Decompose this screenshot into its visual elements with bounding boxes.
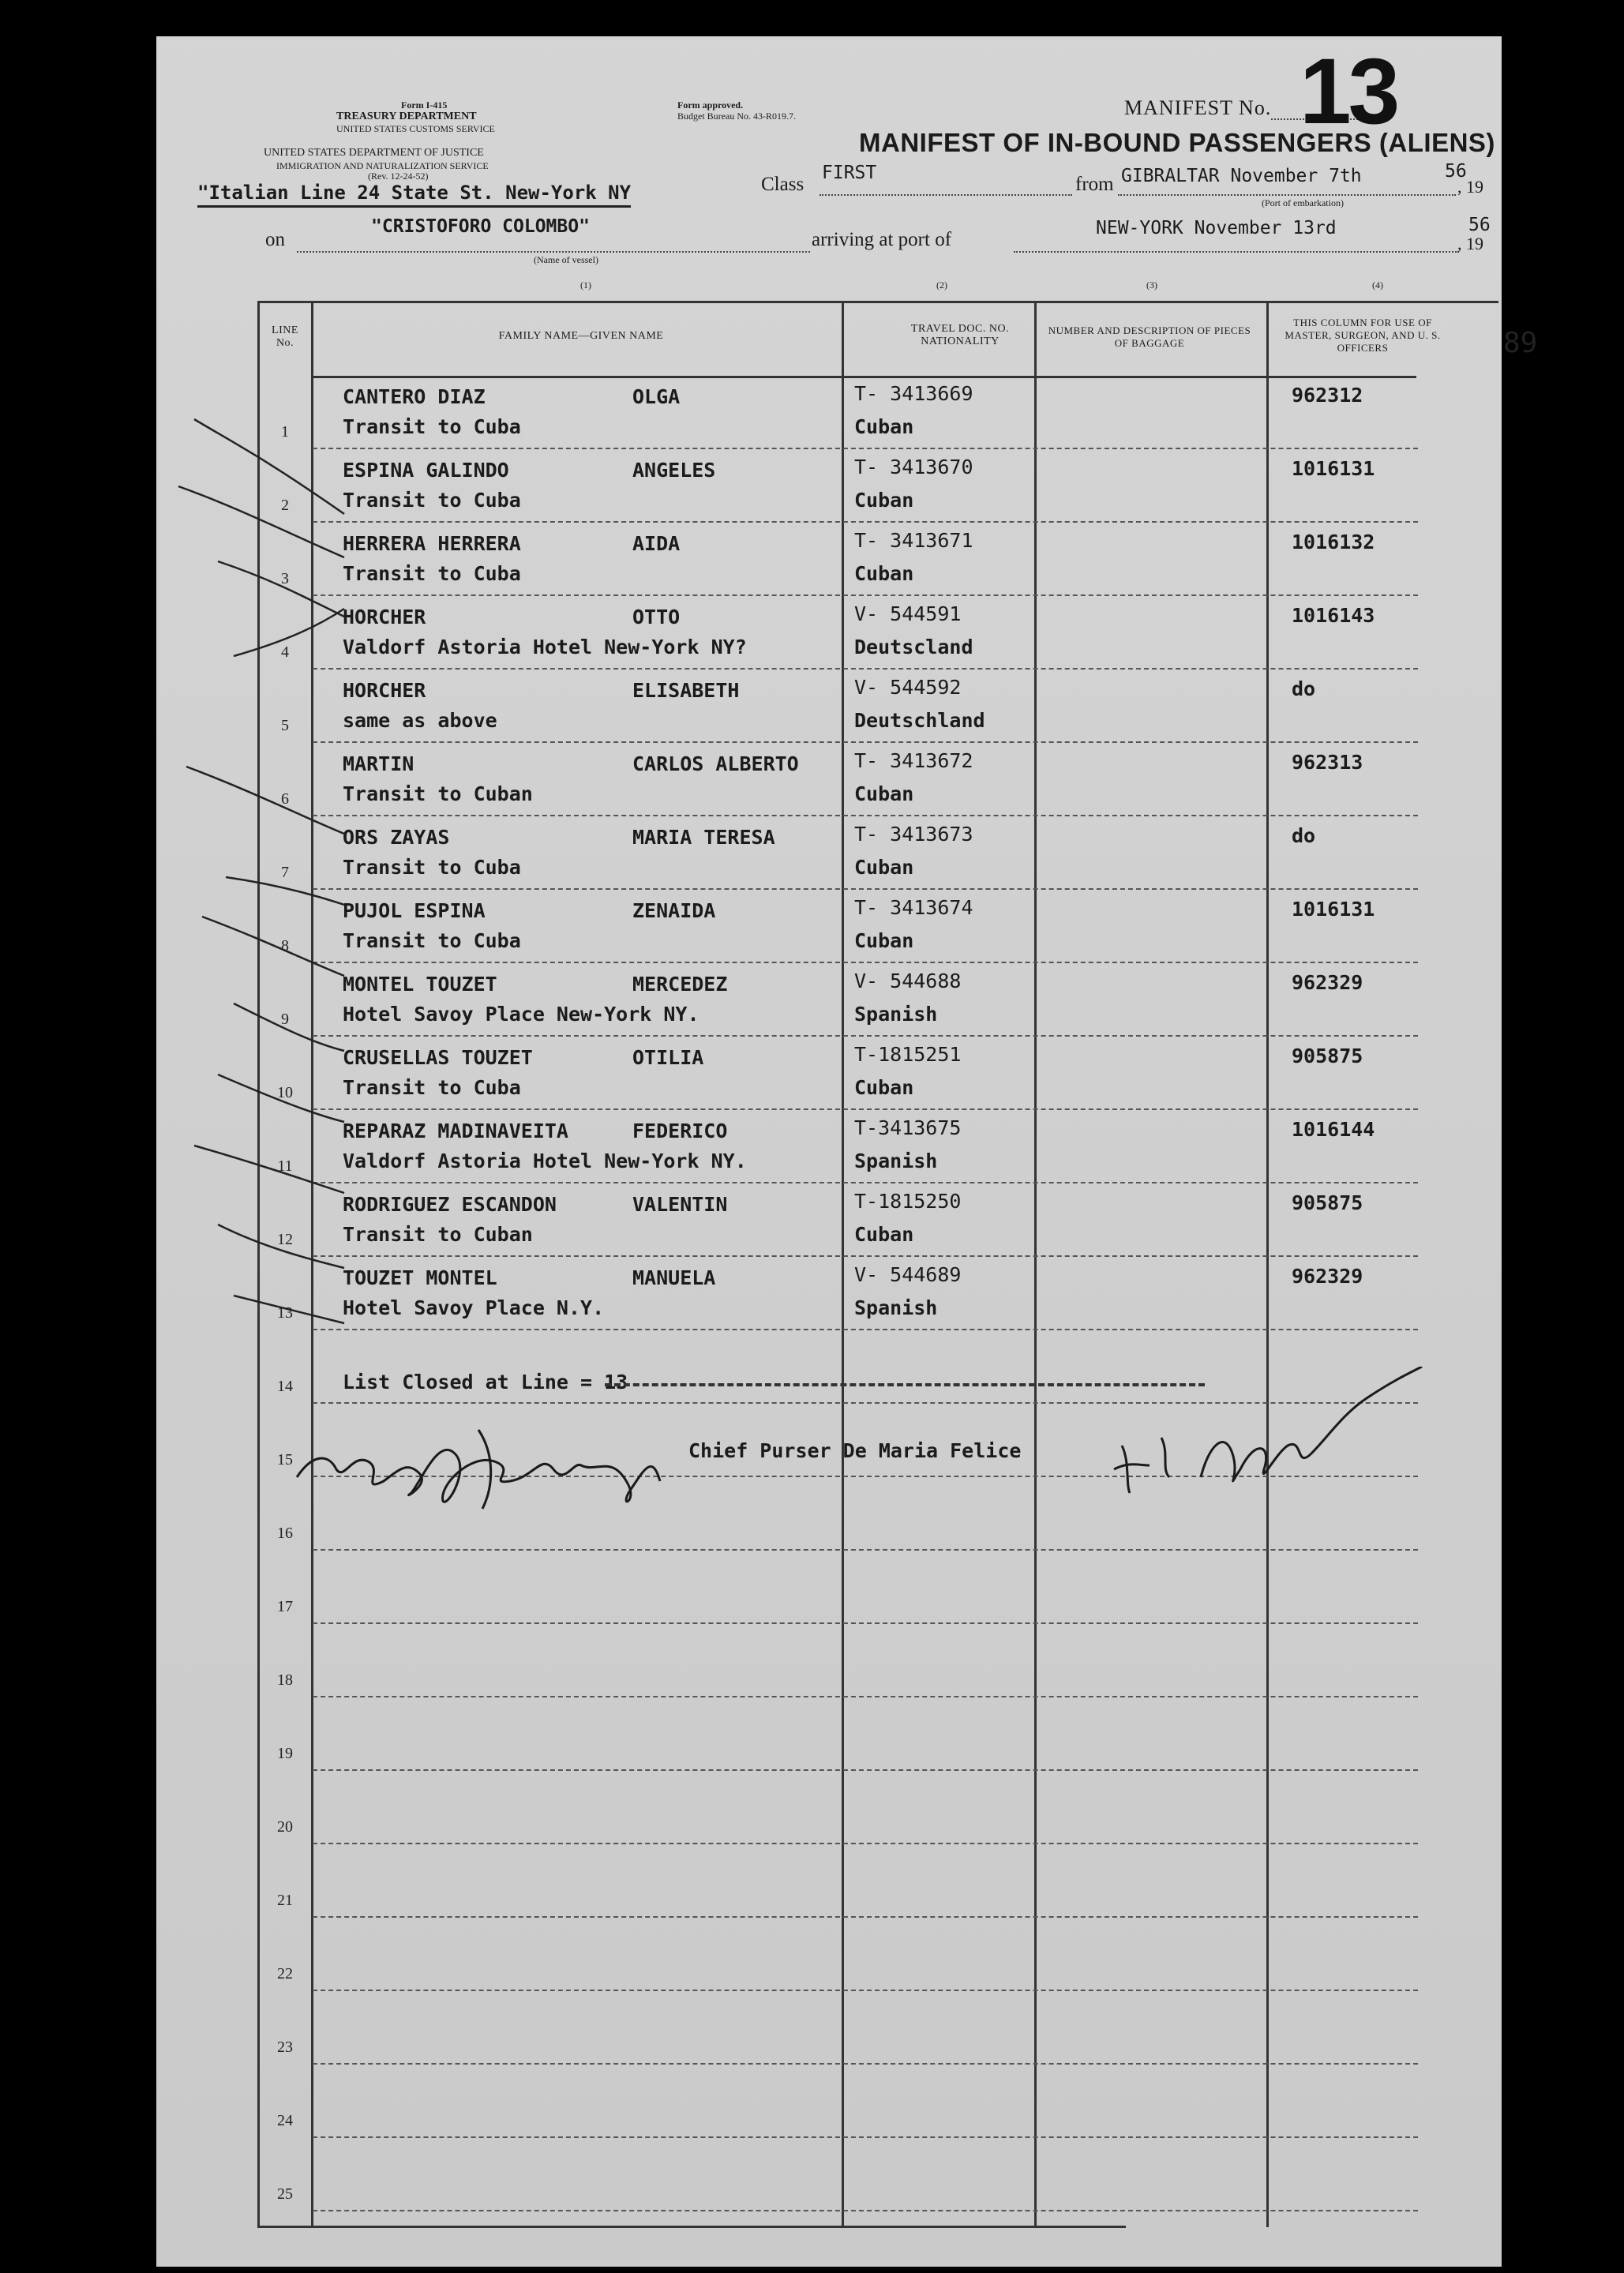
signature-right: [1106, 1367, 1438, 1509]
family-name: REPARAZ MADINAVEITA: [343, 1120, 568, 1142]
col-num-1: (1): [580, 279, 591, 291]
nationality: Spanish: [854, 1003, 938, 1026]
travel-doc-number: T- 3413669: [854, 382, 973, 405]
table-row: [257, 743, 1498, 816]
destination-note: Hotel Savoy Place New-York NY.: [343, 1003, 699, 1026]
line-number: 9: [281, 1011, 289, 1028]
destination-note: Valdorf Astoria Hotel New-York NY.: [343, 1150, 747, 1172]
destination-note: same as above: [343, 709, 497, 732]
vessel-name: "CRISTOFORO COLOMBO": [371, 216, 590, 237]
officer-code: 962312: [1292, 384, 1363, 407]
family-name: HORCHER: [343, 606, 426, 628]
line-number: 16: [277, 1525, 293, 1542]
nationality: Cuban: [854, 1076, 914, 1099]
line-number: 5: [281, 717, 289, 734]
line-number: 25: [277, 2185, 293, 2203]
page-number: 89: [1503, 327, 1538, 359]
vessel-caption: (Name of vessel): [534, 254, 598, 265]
line-number: 4: [281, 643, 289, 661]
empty-row: [257, 2065, 1498, 2138]
officer-code: do: [1292, 677, 1316, 700]
line-number: 2: [281, 497, 289, 514]
line-number: 10: [277, 1084, 293, 1101]
line-number: 6: [281, 790, 289, 808]
port-embarkation-caption: (Port of embarkation): [1262, 197, 1344, 208]
given-name: OLGA: [632, 385, 681, 408]
line-number: 15: [277, 1451, 293, 1468]
given-name: OTTO: [632, 606, 681, 628]
line-number: 13: [277, 1304, 293, 1322]
table-row: [257, 1110, 1498, 1183]
line-number: 11: [277, 1157, 293, 1175]
form-number: Form I-415: [401, 99, 448, 111]
given-name: MARIA TERESA: [632, 826, 775, 849]
family-name: MARTIN: [343, 752, 414, 775]
nationality: Cuban: [854, 415, 914, 438]
destination-note: Transit to Cuba: [343, 415, 521, 438]
destination-note: Transit to Cuba: [343, 929, 521, 952]
travel-doc-number: V- 544689: [854, 1263, 962, 1286]
table-row: [257, 890, 1498, 963]
empty-row: [257, 2138, 1498, 2211]
on-label: on: [265, 229, 285, 250]
line-number: 20: [277, 1818, 293, 1836]
officer-code: 905875: [1292, 1191, 1363, 1214]
destination-note: Valdorf Astoria Hotel New-York NY?: [343, 636, 747, 658]
from-value: GIBRALTAR November 7th: [1121, 166, 1362, 186]
travel-doc-number: V- 544591: [854, 602, 962, 625]
travel-doc-number: V- 544592: [854, 676, 962, 699]
manifest-page: [156, 36, 1538, 2267]
form-approved: Form approved.: [677, 99, 744, 111]
travel-doc-number: T-1815251: [854, 1043, 962, 1066]
officer-code: do: [1292, 824, 1316, 847]
nationality: Cuban: [854, 856, 914, 879]
travel-doc-number: T- 3413673: [854, 823, 973, 846]
travel-doc-number: T-3413675: [854, 1116, 962, 1139]
officer-code: 962329: [1292, 1265, 1363, 1288]
empty-row: [257, 1991, 1498, 2065]
destination-note: Transit to Cuban: [343, 1223, 533, 1246]
empty-row: [257, 1918, 1498, 1991]
given-name: MANUELA: [632, 1266, 716, 1289]
nationality: Spanish: [854, 1150, 938, 1172]
empty-row: [257, 1624, 1498, 1697]
line-number: 3: [281, 570, 289, 587]
table-row: [257, 1183, 1498, 1257]
officer-code: 1016143: [1292, 604, 1375, 627]
table-row: [257, 376, 1498, 449]
destination-note: Transit to Cuba: [343, 856, 521, 879]
line-company: "Italian Line 24 State St. New-York NY: [197, 182, 631, 208]
given-name: OTILIA: [632, 1046, 704, 1069]
year-value: 56: [1445, 161, 1467, 182]
officer-code: 1016131: [1292, 898, 1375, 921]
nationality: Deutscland: [854, 636, 973, 658]
col-num-3: (3): [1146, 279, 1157, 291]
arrival-year: 56: [1468, 215, 1491, 235]
table-row: [257, 523, 1498, 596]
line-number: 14: [277, 1378, 293, 1395]
nationality: Cuban: [854, 929, 914, 952]
family-name: ESPINA GALINDO: [343, 459, 509, 482]
header-travel-doc: TRAVEL DOC. NO. NATIONALITY: [910, 323, 1010, 347]
table-row: [257, 963, 1498, 1037]
empty-row: [257, 1697, 1498, 1771]
col-num-2: (2): [936, 279, 947, 291]
destination-note: Hotel Savoy Place N.Y.: [343, 1296, 605, 1319]
table-row: [257, 449, 1498, 523]
family-name: MONTEL TOUZET: [343, 973, 497, 996]
line-number: 18: [277, 1671, 293, 1689]
family-name: ORS ZAYAS: [343, 826, 450, 849]
table-row: [257, 1037, 1498, 1110]
budget-label: Budget Bureau No. 43-R019.7.: [677, 111, 796, 122]
manifest-label: MANIFEST No.: [1124, 96, 1272, 119]
line-number: 17: [277, 1598, 293, 1615]
given-name: AIDA: [632, 532, 681, 555]
nationality: Cuban: [854, 782, 914, 805]
margin-strokes: [171, 372, 360, 1603]
class-label: Class: [761, 174, 804, 195]
nationality: Cuban: [854, 1223, 914, 1246]
nationality: Cuban: [854, 562, 914, 585]
given-name: VALENTIN: [632, 1193, 728, 1216]
family-name: PUJOL ESPINA: [343, 899, 486, 922]
line-number: 19: [277, 1745, 293, 1762]
justice-label: UNITED STATES DEPARTMENT OF JUSTICE: [264, 147, 484, 159]
travel-doc-number: T-1815250: [854, 1190, 962, 1213]
arriving-label: arriving at port of: [812, 229, 952, 250]
class-value: FIRST: [822, 163, 877, 183]
empty-row: [257, 1844, 1498, 1918]
line-number: 8: [281, 937, 289, 955]
given-name: ANGELES: [632, 459, 716, 482]
empty-row: [257, 1551, 1498, 1624]
family-name: CANTERO DIAZ: [343, 385, 486, 408]
given-name: MERCEDEZ: [632, 973, 728, 996]
destination-note: Transit to Cuba: [343, 489, 521, 512]
nationality: Deutschland: [854, 709, 985, 732]
family-name: CRUSELLAS TOUZET: [343, 1046, 533, 1069]
header-baggage: NUMBER AND DESCRIPTION OF PIECES OF BAGGAGE: [1048, 324, 1251, 349]
travel-doc-number: T- 3413672: [854, 749, 973, 772]
manifest-number: 13: [1300, 39, 1397, 144]
arrival-value: NEW-YORK November 13rd: [1096, 218, 1337, 238]
travel-doc-number: T- 3413671: [854, 529, 973, 552]
travel-doc-number: T- 3413670: [854, 456, 973, 478]
destination-note: Transit to Cuban: [343, 782, 533, 805]
given-name: ZENAIDA: [632, 899, 716, 922]
from-label: from: [1075, 174, 1114, 195]
given-name: FEDERICO: [632, 1120, 728, 1142]
given-name: CARLOS ALBERTO: [632, 752, 799, 775]
family-name: TOUZET MONTEL: [343, 1266, 497, 1289]
empty-row: [257, 1771, 1498, 1844]
destination-note: Transit to Cuba: [343, 1076, 521, 1099]
officer-code: 905875: [1292, 1045, 1363, 1067]
header-line-no: LINE No.: [272, 324, 298, 349]
travel-doc-number: V- 544688: [854, 970, 962, 992]
rev-label: (Rev. 12-24-52): [368, 171, 429, 182]
year-prefix: , 19: [1457, 177, 1483, 197]
line-number: 12: [277, 1231, 293, 1248]
chief-purser: Chief Purser De Maria Felice: [688, 1439, 1022, 1462]
ins-label: IMMIGRATION AND NATURALIZATION SERVICE: [276, 160, 489, 171]
treasury-label: TREASURY DEPARTMENT: [336, 111, 477, 122]
nationality: Spanish: [854, 1296, 938, 1319]
list-closed: List Closed at Line = 13: [343, 1371, 628, 1393]
table-row: [257, 1257, 1498, 1330]
officer-code: 1016132: [1292, 531, 1375, 553]
officer-code: 1016131: [1292, 457, 1375, 480]
header-officers: THIS COLUMN FOR USE OF MASTER, SURGEON, AND U. S. OFFICERS: [1285, 317, 1441, 354]
officer-code: 962329: [1292, 971, 1363, 994]
table-row: [257, 816, 1498, 890]
line-number: 24: [277, 2112, 293, 2129]
given-name: ELISABETH: [632, 679, 740, 702]
page-title: MANIFEST OF IN-BOUND PASSENGERS (ALIENS): [859, 128, 1495, 157]
arrival-year-prefix: , 19: [1457, 234, 1483, 253]
table-row: [257, 596, 1498, 670]
line-number: 23: [277, 2039, 293, 2056]
customs-label: UNITED STATES CUSTOMS SERVICE: [336, 123, 495, 134]
table-row: [257, 670, 1498, 743]
line-number: 21: [277, 1892, 293, 1909]
officer-code: 1016144: [1292, 1118, 1375, 1141]
header-name: FAMILY NAME—GIVEN NAME: [498, 330, 664, 342]
nationality: Cuban: [854, 489, 914, 512]
destination-note: Transit to Cuba: [343, 562, 521, 585]
officer-code: 962313: [1292, 751, 1363, 774]
line-number: 1: [281, 423, 289, 441]
family-name: HERRERA HERRERA: [343, 532, 521, 555]
family-name: RODRIGUEZ ESCANDON: [343, 1193, 557, 1216]
line-number: 7: [281, 864, 289, 881]
travel-doc-number: T- 3413674: [854, 896, 973, 919]
manifest-table: [257, 301, 1498, 2227]
family-name: HORCHER: [343, 679, 426, 702]
col-num-4: (4): [1372, 279, 1383, 291]
line-number: 22: [277, 1965, 293, 1982]
